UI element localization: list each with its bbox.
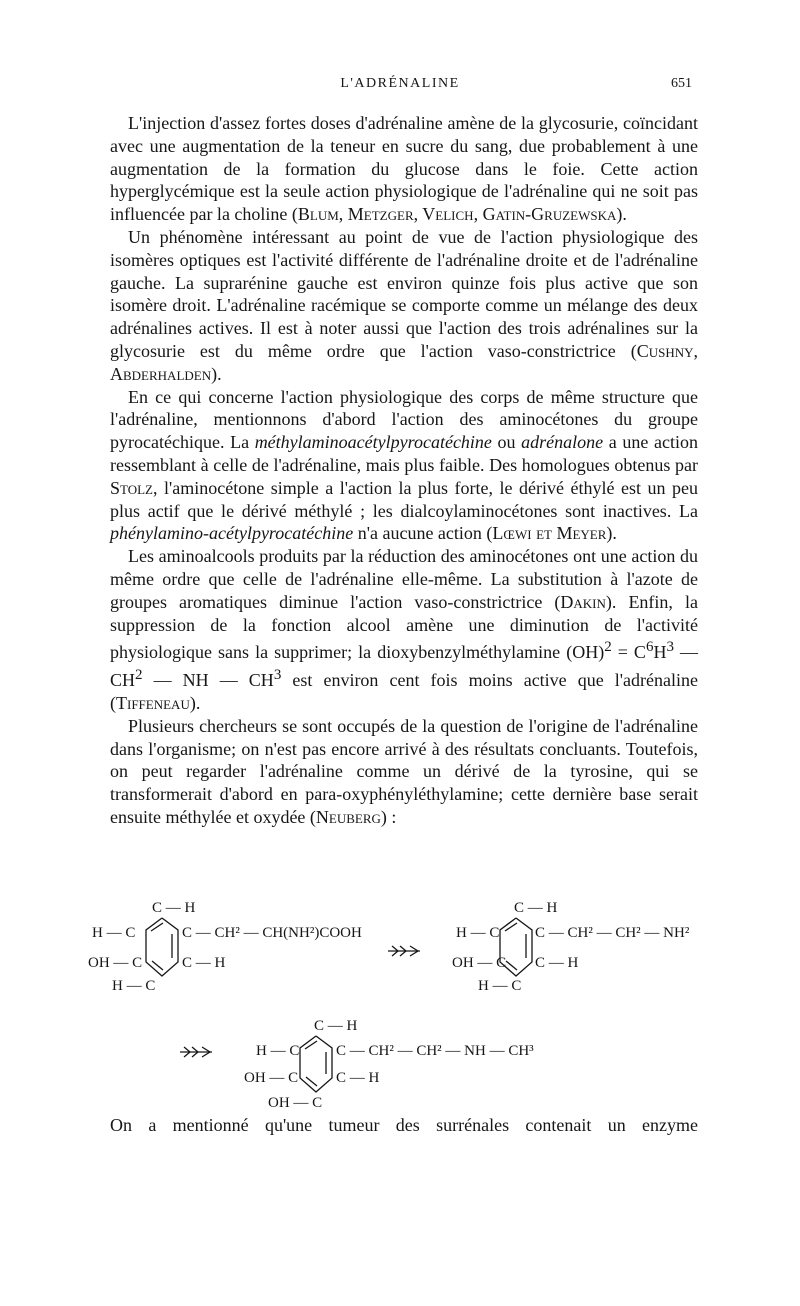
svg-text:H — C: H — C bbox=[112, 978, 156, 994]
svg-text:OH — C: OH — C bbox=[452, 955, 507, 971]
paragraph: Plusieurs chercheurs se sont occupés de la question de l'origine de l'adrénaline dans l'organisme; on n'est pas encore arrivé à des résultats concluants. Toutefois, on peut regarder l'adrénaline comme un dérivé de la tyrosine, qui se transformerait d'abord en para-oxyphényléthylamine; cette dernière base serait ensuite méthylée et oxydée (Neuberg) : bbox=[110, 715, 698, 827]
arrow-icon bbox=[180, 1047, 212, 1057]
paragraph: Un phénomène intéressant au point de vue de l'action physiologique des isomères optiques est l'activité différente de l'adrénaline droite et de l'adrénaline gauche. La suprarénine gauche est environ quinze fois plus active que son isomère droit. L'adrénaline racémique se comporte comme un mélange des deux adrénalines actives. Il est à noter aussi que l'action des trois adrénalines sur la glycosurie est du même ordre que l'action vaso-constrictrice (Cushny, Abderhalden). bbox=[110, 226, 698, 384]
svg-text:C — H: C — H bbox=[535, 955, 579, 971]
author-names: Blum, Metzger, Velich, Gatin-Gruzewska bbox=[297, 204, 617, 225]
tyrosine-formula bbox=[88, 900, 362, 994]
svg-text:OH — C: OH — C bbox=[268, 1095, 323, 1111]
compound-name: adrénalone bbox=[521, 432, 604, 453]
running-title: L'ADRÉNALINE bbox=[340, 76, 460, 91]
benzene-ring bbox=[300, 1036, 332, 1092]
svg-text:C — H: C — H bbox=[314, 1018, 358, 1034]
paragraph: Les aminoalcools produits par la réduction des aminocétones ont une action du même ordre que celle de l'adrénaline elle-même. La substitution à l'azote de groupes aromatiques diminue l'action vaso-constrictrice (Dakin). Enfin, la suppression de la fonction alcool amène une diminution de l'activité physiologique sans la supprimer; la dioxybenzylméthylamine $(OH)^2 = C^6H^3$ — $CH^2$ — NH — $CH^3$ est environ cent fois moins active que l'adrénaline (Tiffeneau). bbox=[110, 546, 698, 713]
author-names: Stolz bbox=[110, 477, 153, 498]
svg-text:C — CH² — CH² — NH²: C — CH² — CH² — NH² bbox=[535, 925, 690, 941]
svg-text:C — H: C — H bbox=[152, 900, 196, 916]
author-names: Lœwi et Meyer bbox=[492, 523, 607, 544]
author-names: Cushny, Abderhalden bbox=[110, 340, 698, 384]
svg-text:H — C: H — C bbox=[92, 925, 136, 941]
svg-text:OH — C: OH — C bbox=[88, 955, 143, 971]
svg-text:H — C: H — C bbox=[456, 925, 500, 941]
paragraph: L'injection d'assez fortes doses d'adrénaline amène de la glycosurie, coïncidant avec une augmentation de la teneur en sucre du sang, due probablement à une augmentation de la formation du glucose dans le foie. Cette action hyperglycémique est la seule action physiologique de l'adrénaline qui ne soit pas influencée par la choline (Blum, Metzger, Velich, Gatin-Gruzewska). bbox=[110, 113, 698, 225]
author-names: Dakin bbox=[560, 591, 606, 612]
benzene-ring bbox=[146, 918, 178, 976]
last-line: On a mentionné qu'une tumeur des surrénales contenait un enzyme bbox=[110, 1115, 698, 1135]
svg-text:OH — C: OH — C bbox=[244, 1070, 299, 1086]
arrow-icon bbox=[388, 946, 420, 956]
svg-text:C — CH² — CH² — NH — CH³: C — CH² — CH² — NH — CH³ bbox=[336, 1043, 534, 1059]
svg-text:H — C: H — C bbox=[256, 1043, 300, 1059]
compound-name: méthylaminoacétylpyrocatéchine bbox=[254, 432, 492, 453]
svg-text:C — H: C — H bbox=[514, 900, 558, 916]
compound-name: phénylamino-acétylpyrocatéchine bbox=[110, 523, 354, 544]
svg-text:C — H: C — H bbox=[182, 955, 226, 971]
amine-formula bbox=[452, 900, 690, 994]
author-names: Tiffeneau bbox=[116, 692, 190, 713]
paragraph: En ce qui concerne l'action physiologique des corps de même structure que l'adrénaline, mentionnons d'abord l'action des aminocétones du groupe pyrocatéchique. La méthylaminoacétylpyrocatéchine ou adrénalone a une action ressemblant à celle de l'adrénaline, mais plus faible. Des homologues obtenus par Stolz, l'aminocétone simple a l'action la plus forte, le dérivé éthylé est un peu plus actif que le dérivé méthylé ; les dialcoylaminocétones sont inactives. La phénylamino-acétylpyrocatéchine n'a aucune action (Lœwi et Meyer). bbox=[110, 386, 698, 544]
svg-text:C — CH² — CH(NH²)COOH: C — CH² — CH(NH²)COOH bbox=[182, 925, 362, 941]
author-names: Neuberg bbox=[315, 806, 381, 827]
svg-text:C — H: C — H bbox=[336, 1070, 380, 1086]
svg-text:H — C: H — C bbox=[478, 978, 522, 994]
page-number: 651 bbox=[671, 76, 692, 91]
methylamine-formula bbox=[244, 1018, 534, 1111]
